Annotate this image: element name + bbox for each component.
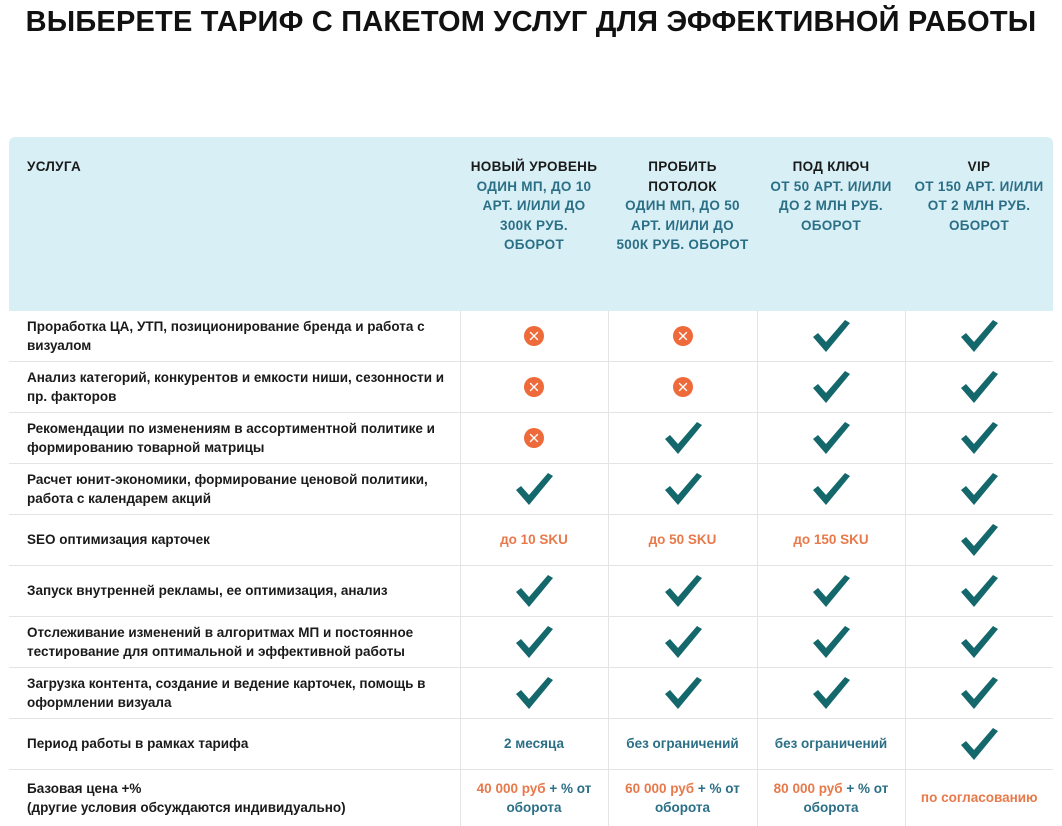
check-icon [959,420,999,456]
table-row [9,566,1053,617]
plan-header-3 [757,137,905,311]
check-icon [811,318,851,354]
cell-value-text: до 50 SKU [649,532,717,547]
price-label: Базовая цена +% [27,781,141,796]
plan-header-4 [905,137,1053,311]
plan-cell-included [608,566,757,617]
plan-description: ОТ 150 АРТ. И/ИЛИ ОТ 2 МЛН РУБ. ОБОРОТ [913,177,1045,236]
plan-name: ПОД КЛЮЧ [765,157,897,177]
price-value: 60 000 руб [625,781,694,796]
check-icon [514,624,554,660]
cell-value-text: без ограничений [626,736,738,751]
check-icon [959,318,999,354]
table-row [9,464,1053,515]
table-row [9,311,1053,362]
table-row [9,617,1053,668]
price-suffix: + % от оборота [655,781,740,816]
plan-cell-included [608,413,757,464]
price-value: 80 000 руб [774,781,843,796]
check-icon [959,369,999,405]
check-icon [959,522,999,558]
check-icon [663,420,703,456]
price-cell [460,770,608,826]
plan-cell-value [757,719,905,770]
check-icon [663,624,703,660]
plan-cell-excluded [608,311,757,362]
check-icon [959,573,999,609]
check-icon [811,369,851,405]
price-cell [608,770,757,826]
plan-name: НОВЫЙ УРОВЕНЬ [468,157,600,177]
table-row [9,515,1053,566]
plan-cell-excluded [460,362,608,413]
plan-cell-included [905,311,1053,362]
service-name: Расчет юнит-экономики, формирование ценовой политики, работа с календарем акций [9,464,460,515]
table-body [9,311,1053,826]
plan-cell-included [905,362,1053,413]
plan-header-2 [608,137,757,311]
tariff-table [9,137,1053,826]
plan-cell-included [460,464,608,515]
service-name: Проработка ЦА, УТП, позиционирование бренда и работа с визуалом [9,311,460,362]
plan-cell-included [460,566,608,617]
price-suffix: + % от оборота [803,781,888,816]
plan-description: ОТ 50 АРТ. И/ИЛИ ДО 2 МЛН РУБ. ОБОРОТ [765,177,897,236]
plan-description: ОДИН МП, ДО 10 АРТ. И/ИЛИ ДО 300К РУБ. ОБОРОТ [468,177,600,255]
check-icon [959,471,999,507]
cross-icon [524,326,544,346]
plan-cell-value [460,515,608,566]
plan-cell-included [460,617,608,668]
price-suffix: + % от оборота [506,781,591,816]
check-icon [959,624,999,660]
check-icon [663,471,703,507]
plan-cell-included [757,668,905,719]
price-note: (другие условия обсуждаются индивидуально) [27,800,346,815]
cell-value-text: до 10 SKU [500,532,568,547]
check-icon [811,675,851,711]
table-row [9,668,1053,719]
price-row-label [9,770,460,826]
table-header-row [9,137,1053,311]
check-icon [959,675,999,711]
plan-cell-included [460,668,608,719]
check-icon [811,471,851,507]
service-name: Запуск внутренней рекламы, ее оптимизация, анализ [9,566,460,617]
plan-cell-excluded [460,413,608,464]
plan-cell-included [757,617,905,668]
plan-cell-included [608,617,757,668]
plan-cell-value [608,719,757,770]
plan-cell-included [757,311,905,362]
plan-cell-included [905,515,1053,566]
plan-header-1 [460,137,608,311]
plan-cell-value [608,515,757,566]
table-row [9,362,1053,413]
cross-icon [524,428,544,448]
plan-name: VIP [913,157,1045,177]
plan-cell-included [757,413,905,464]
cell-value-text: без ограничений [775,736,887,751]
check-icon [811,573,851,609]
page-title: ВЫБЕРЕТЕ ТАРИФ С ПАКЕТОМ УСЛУГ ДЛЯ ЭФФЕКТИВНОЙ РАБОТЫ [0,6,1062,39]
service-name: Отслеживание изменений в алгоритмах МП и постоянное тестирование для оптимальной и эффективной работы [9,617,460,668]
plan-cell-included [757,464,905,515]
plan-cell-included [757,362,905,413]
plan-cell-included [905,566,1053,617]
cross-icon [524,377,544,397]
service-name: Период работы в рамках тарифа [9,719,460,770]
cell-value-text: 2 месяца [504,736,564,751]
price-cell [905,770,1053,826]
plan-cell-value [757,515,905,566]
plan-cell-included [905,668,1053,719]
table-row [9,413,1053,464]
check-icon [514,675,554,711]
plan-description: ОДИН МП, ДО 50 АРТ. И/ИЛИ ДО 500К РУБ. ОБОРОТ [616,196,749,255]
check-icon [811,420,851,456]
cell-value-text: до 150 SKU [793,532,868,547]
check-icon [959,726,999,762]
plan-cell-included [608,668,757,719]
service-name: Рекомендации по изменениям в ассортиментной политике и формированию товарной матрицы [9,413,460,464]
service-name: SEO оптимизация карточек [9,515,460,566]
plan-cell-excluded [608,362,757,413]
check-icon [663,573,703,609]
check-icon [514,471,554,507]
plan-cell-included [905,719,1053,770]
plan-cell-included [905,617,1053,668]
price-value: 40 000 руб [477,781,546,796]
check-icon [663,675,703,711]
service-name: Загрузка контента, создание и ведение карточек, помощь в оформлении визуала [9,668,460,719]
cross-icon [673,377,693,397]
plan-cell-included [905,464,1053,515]
service-column-header: УСЛУГА [9,137,460,311]
plan-cell-value [460,719,608,770]
table-row [9,719,1053,770]
check-icon [514,573,554,609]
plan-cell-excluded [460,311,608,362]
plan-cell-included [905,413,1053,464]
price-row [9,770,1053,826]
plan-cell-included [608,464,757,515]
check-icon [811,624,851,660]
plan-cell-included [757,566,905,617]
price-value: по согласованию [921,790,1038,805]
service-name: Анализ категорий, конкурентов и емкости ниши, сезонности и пр. факторов [9,362,460,413]
plan-name: ПРОБИТЬ ПОТОЛОК [616,157,749,196]
cross-icon [673,326,693,346]
price-cell [757,770,905,826]
